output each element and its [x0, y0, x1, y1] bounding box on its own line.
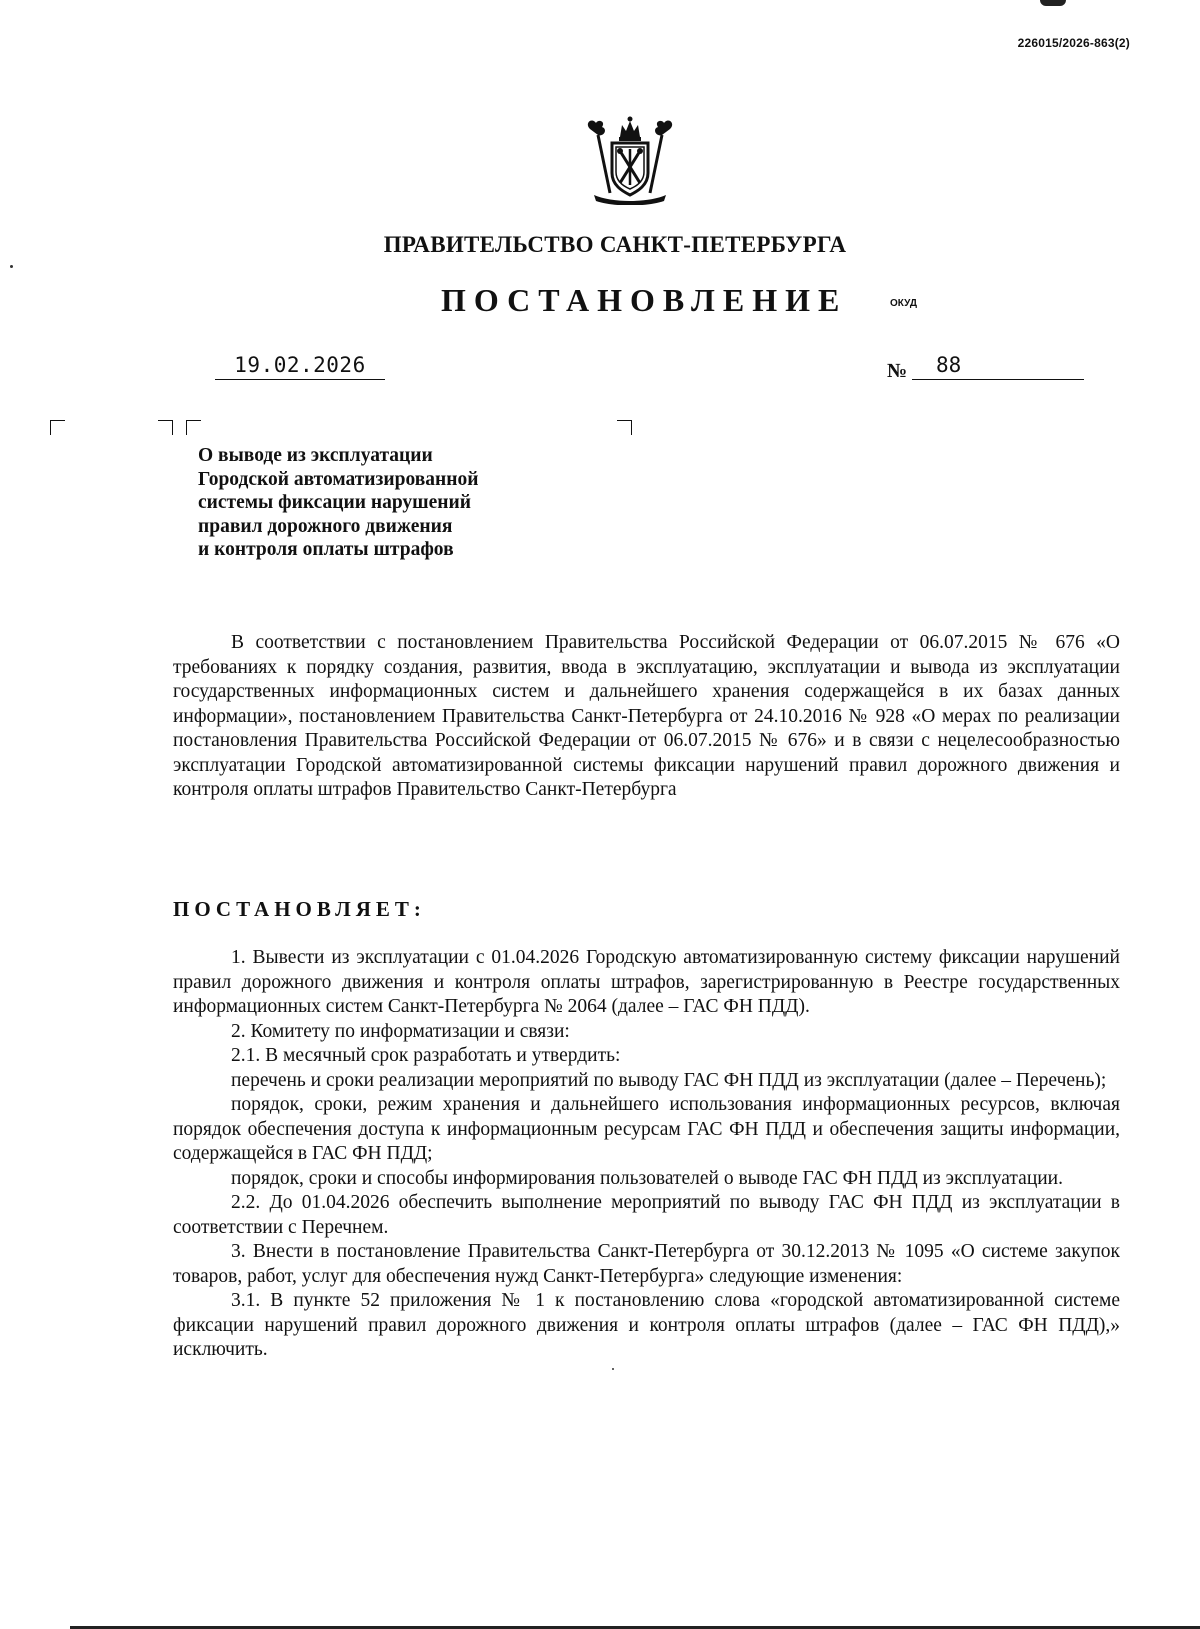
- document-date: 19.02.2026: [234, 353, 366, 377]
- okud-label: ОКУД: [890, 298, 917, 309]
- coat-of-arms-emblem-icon: [582, 115, 678, 205]
- resolution-body: [173, 946, 1120, 1363]
- resolution-paragraph: 2. Комитету по информатизации и связи:: [231, 1020, 570, 1042]
- number-sign: №: [887, 360, 908, 382]
- corner-bracket-right: [617, 420, 632, 435]
- resolution-paragraph: 3. Внести в постановление Правительства Санкт-Петербурга от 30.12.2013 № 1095 «О системе закупок товаров, работ, услуг для обеспечения нужд Санкт-Петербурга» следующие изменения:: [173, 1241, 1120, 1287]
- resolution-paragraph: 2.2. До 01.04.2026 обеспечить выполнение мероприятий по выводу ГАС ФН ПДД из эксплуатации в соответствии с Перечнем.: [173, 1192, 1120, 1238]
- subject-line: О выводе из эксплуатации: [198, 445, 433, 466]
- scan-speck: [10, 265, 13, 268]
- document-date-field: [215, 353, 385, 380]
- subject-line: и контроля оплаты штрафов: [198, 539, 454, 560]
- resolution-paragraph: порядок, сроки, режим хранения и дальнейшего использования информационных ресурсов, включая порядок обеспечения доступа к информационным ресурсам ГАС ФН ПДД и обеспечения защиты информации, содержащейся в ГАС ФН ПДД;: [173, 1094, 1120, 1164]
- document-type-title: ПОСТАНОВЛЕНИЕ: [441, 282, 848, 318]
- document-number-field: [912, 353, 1084, 380]
- corner-bracket-subject-open-a: [158, 420, 173, 435]
- document-number: 88: [936, 353, 962, 377]
- subject-line: Городской автоматизированной: [198, 468, 479, 490]
- corner-bracket-left: [50, 420, 65, 435]
- resolution-paragraph: 2.1. В месячный срок разработать и утвердить:: [231, 1045, 621, 1066]
- corner-bracket-subject-open-b: [186, 420, 201, 435]
- government-title: ПРАВИТЕЛЬСТВО САНКТ-ПЕТЕРБУРГА: [383, 232, 847, 257]
- resolution-paragraph: перечень и сроки реализации мероприятий по выводу ГАС ФН ПДД из эксплуатации (далее – Перечень);: [231, 1069, 1107, 1091]
- scan-mark: [1040, 0, 1066, 6]
- resolution-paragraph: порядок, сроки и способы информирования пользователей о выводе ГАС ФН ПДД из эксплуатации.: [231, 1167, 1063, 1189]
- resolution-paragraph: 1. Вывести из эксплуатации с 01.04.2026 Городскую автоматизированную систему фиксации нарушений правил дорожного движения и контроля оплаты штрафов, зарегистрированную в Реестре государственных информационных систем Санкт-Петербурга № 2064 (далее – ГАС ФН ПДД).: [173, 947, 1120, 1017]
- resolves-heading: ПОСТАНОВЛЯЕТ:: [173, 897, 426, 921]
- preamble-paragraph: В соответствии с постановлением Правительства Российской Федерации от 06.07.2015 № 676 «О требованиях к порядку создания, развития, ввода в эксплуатацию, эксплуатации и вывода из эксплуатации государственных информационных систем и дальнейшего хранения содержащейся в их базах данных информации», постановлением Правительства Санкт-Петербурга от 24.10.2016 № 928 «О мерах по реализации постановления Правительства Российской Федерации от 06.07.2015 № 676» и в связи с нецелесообразностью эксплуатации Городской автоматизированной системы фиксации нарушений правил дорожного движения и контроля оплаты штрафов Правительство Санкт-Петербурга: [173, 632, 1120, 800]
- resolution-paragraph: 3.1. В пункте 52 приложения № 1 к постановлению слова «городской автоматизированной системе фиксации нарушений правил дорожного движения и контроля оплаты штрафов (далее – ГАС ФН ПДД),» исключить.: [173, 1290, 1120, 1360]
- subject-line: правил дорожного движения: [198, 515, 453, 537]
- document-subject: [198, 444, 638, 562]
- subject-line: системы фиксации нарушений: [198, 492, 472, 513]
- scan-speck: [612, 1368, 614, 1370]
- document-code: 226015/2026-863(2): [1017, 36, 1130, 50]
